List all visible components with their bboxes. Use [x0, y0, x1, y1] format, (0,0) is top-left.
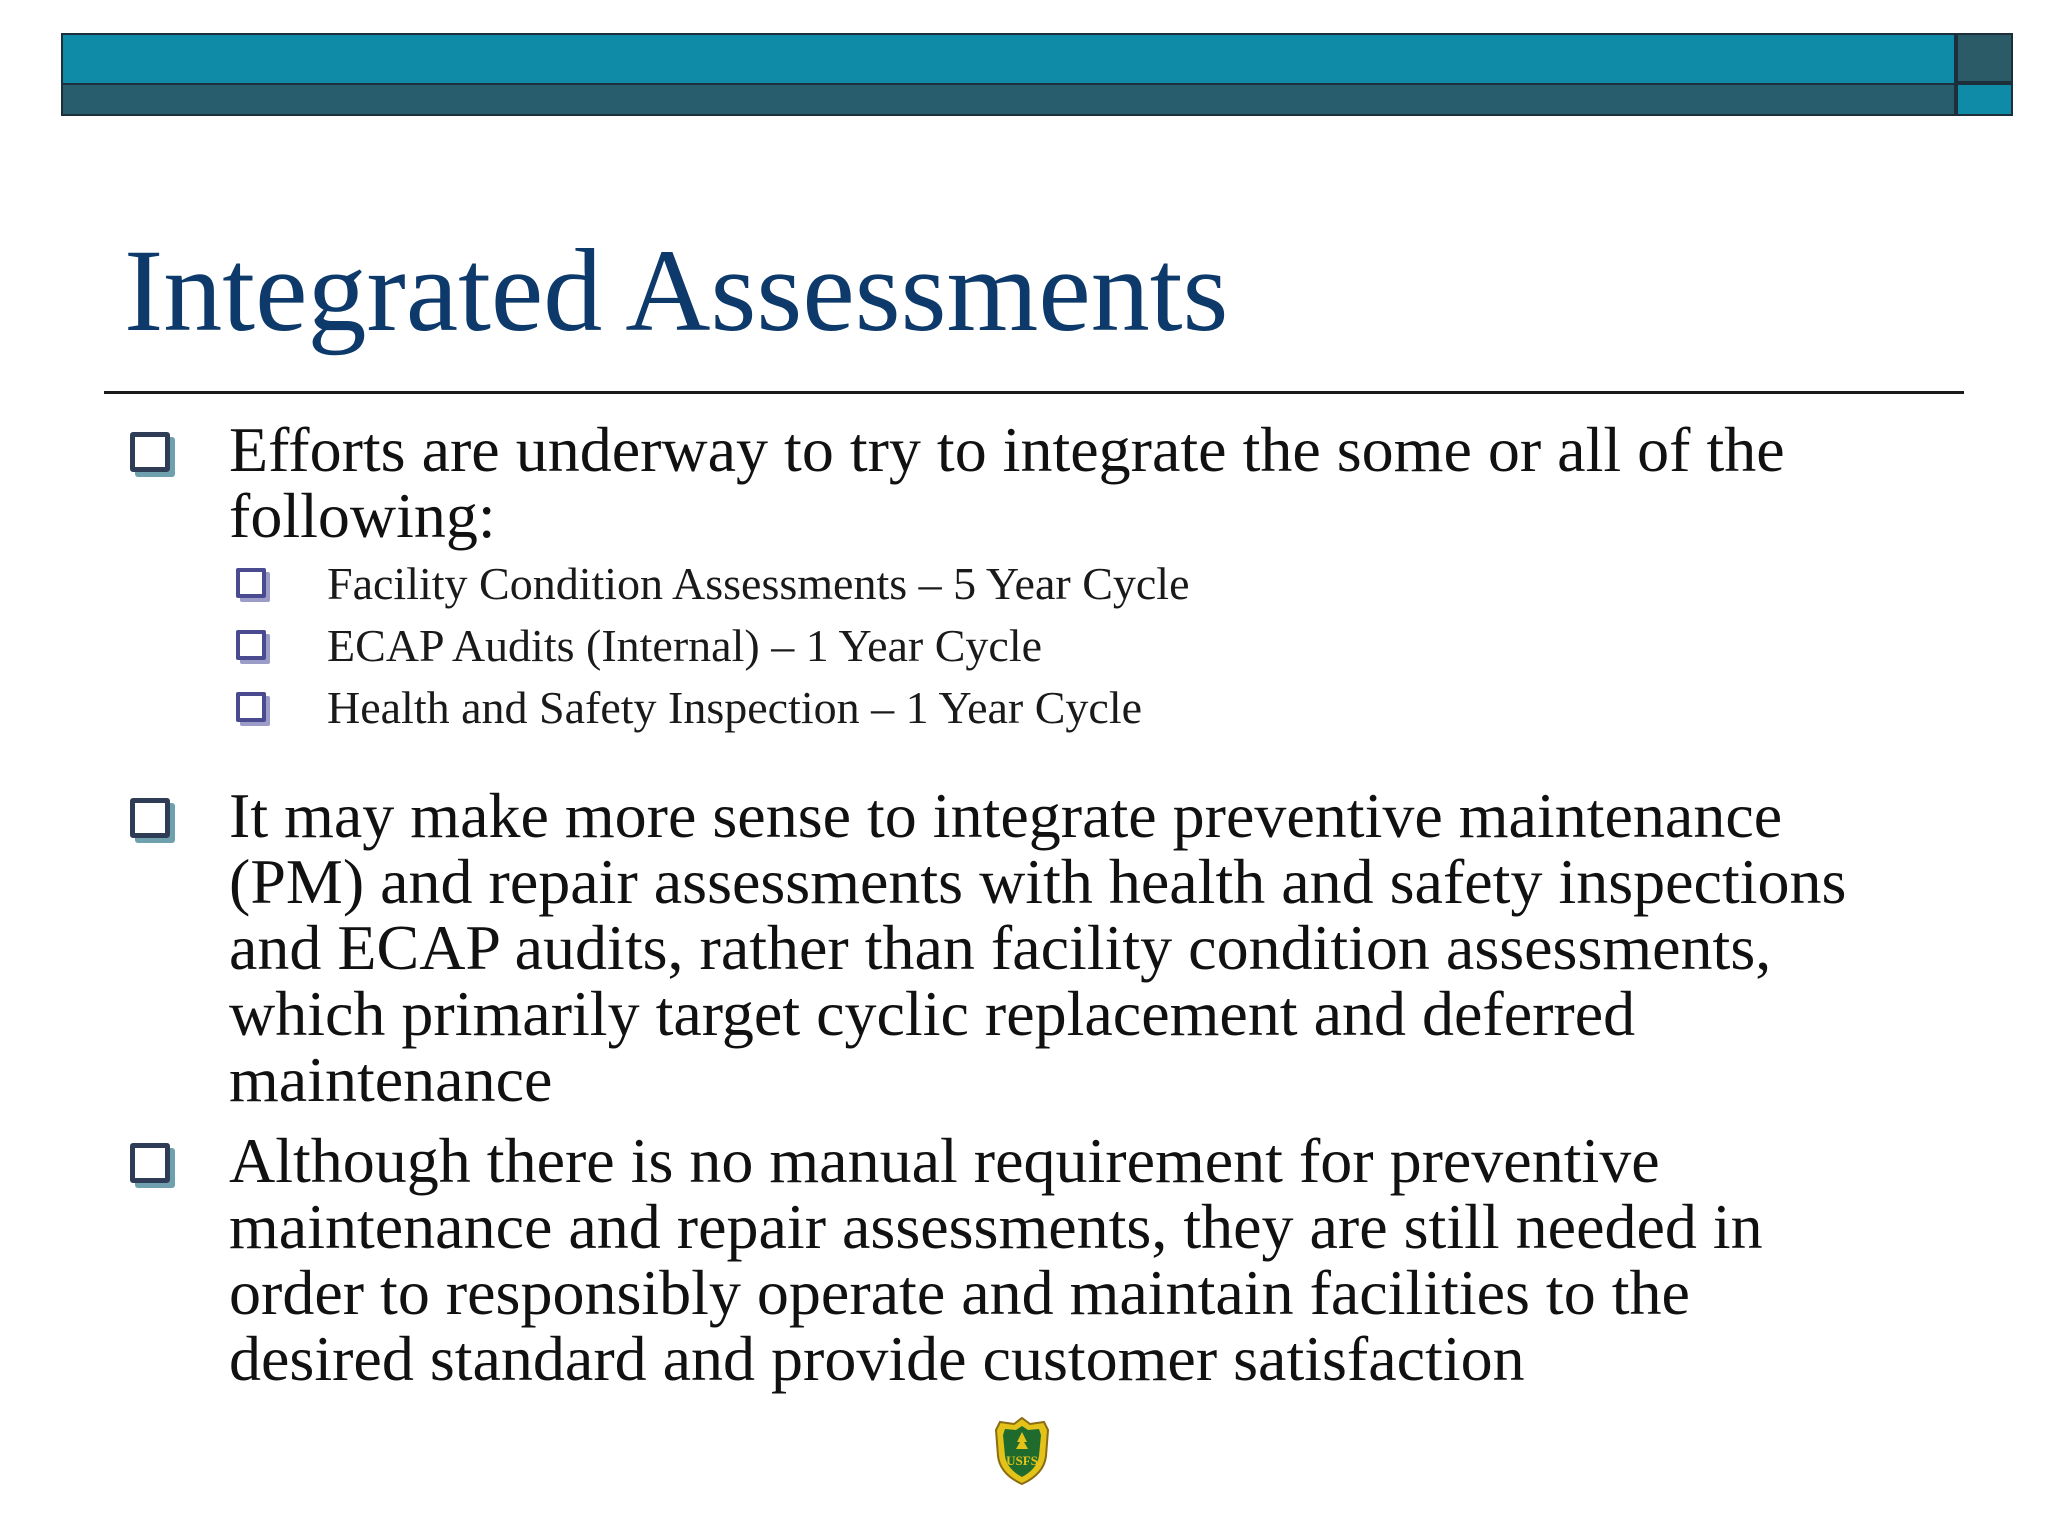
subbullet-3-text: Health and Safety Inspection – 1 Year Cycle: [327, 682, 1143, 733]
checkbox-subbullet-icon: [236, 692, 266, 722]
bullet-2-text: It may make more sense to integrate preventive maintenance (PM) and repair assessments with health and safety inspections and ECAP audits, rather than facility condition assessments, which primarily target cyclic replacement and deferred maintenance: [229, 780, 1847, 1115]
banner-corner-square-teal: [1956, 83, 2013, 116]
usfs-shield-logo-icon: [992, 1416, 1052, 1486]
checkbox-subbullet-icon: [236, 568, 266, 598]
subbullet-2-text: ECAP Audits (Internal) – 1 Year Cycle: [327, 620, 1043, 671]
banner-top-stripe: [61, 33, 1956, 83]
subbullet-1-text: Facility Condition Assessments – 5 Year Cycle: [327, 558, 1190, 609]
header-banner: [61, 33, 2013, 116]
checkbox-bullet-icon: [130, 432, 170, 472]
checkbox-subbullet-icon: [236, 630, 266, 660]
checkbox-bullet-icon: [130, 1143, 170, 1183]
bullet-3-text: Although there is no manual requirement for preventive maintenance and repair assessments, they are still needed in order to responsibly operate and maintain facilities to the desired standard and provide customer satisfaction: [229, 1125, 1763, 1394]
checkbox-bullet-icon: [130, 798, 170, 838]
title-divider: [104, 391, 1964, 394]
banner-corner-square-dark: [1956, 33, 2013, 83]
slide-title: Integrated Assessments: [124, 225, 1229, 356]
banner-bottom-stripe: [61, 83, 1956, 116]
bullet-1-text: Efforts are underway to try to integrate the some or all of the following:: [229, 414, 1785, 551]
svg-text:USFS: USFS: [1006, 1453, 1038, 1468]
